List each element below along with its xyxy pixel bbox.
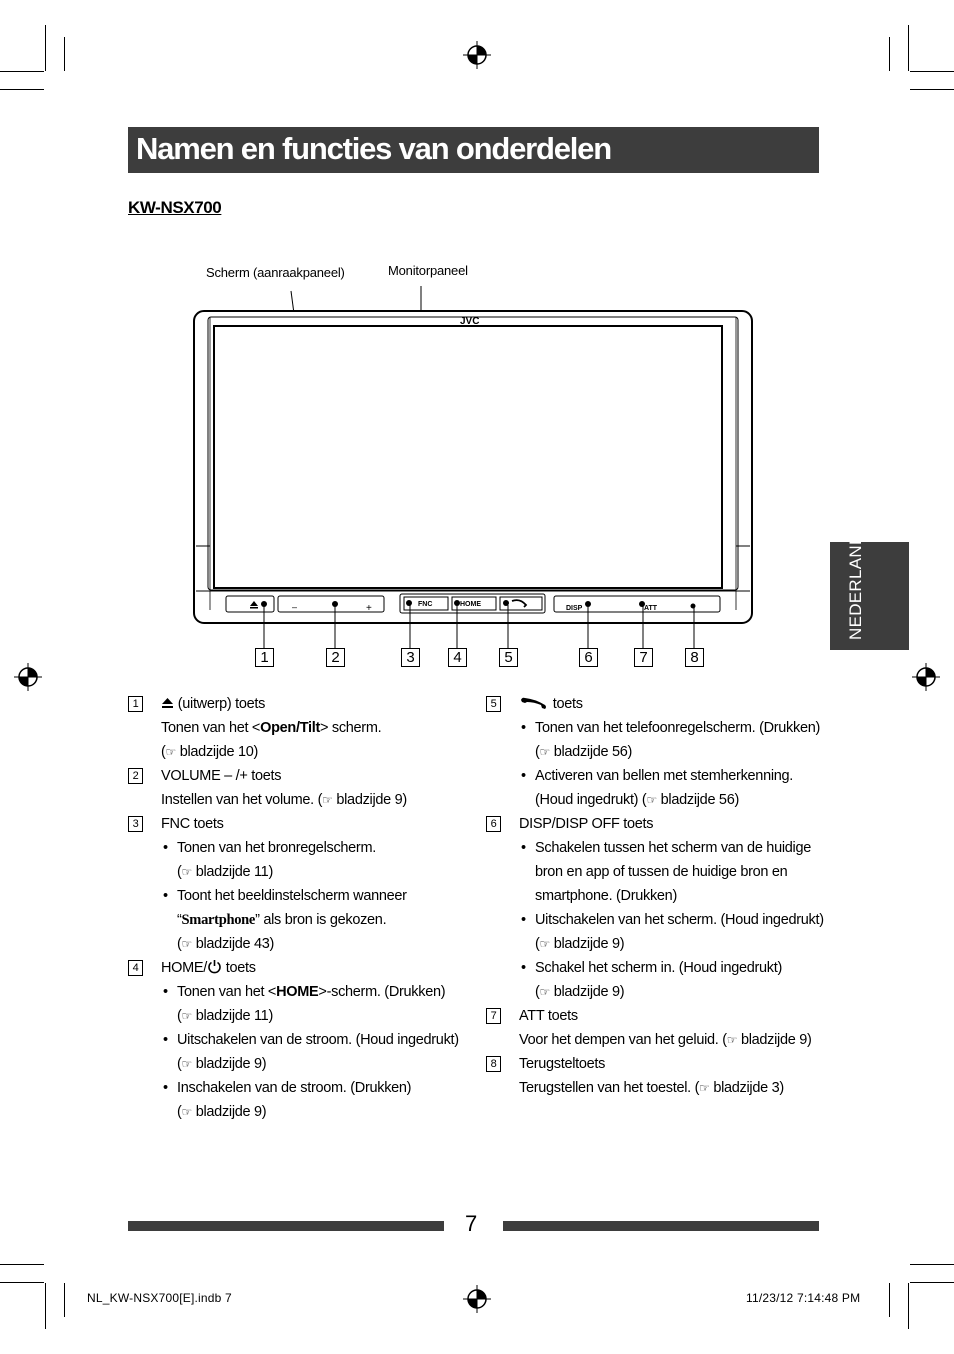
list-item xyxy=(128,1076,468,1100)
item-number: 3 xyxy=(128,816,143,832)
item-title: toets xyxy=(552,696,583,712)
crop-mark xyxy=(0,89,44,90)
item-number: 1 xyxy=(128,696,143,712)
item-text: >-scherm. (Drukken) xyxy=(318,984,446,1000)
item-text: bladzijde 9) xyxy=(553,984,625,1000)
registration-mark-icon xyxy=(14,663,42,691)
language-tab xyxy=(830,520,909,650)
callout-screen: Scherm (aanraakpaneel) xyxy=(206,265,345,280)
item-text-bold: Open/Tilt xyxy=(260,720,320,736)
list-item xyxy=(486,1076,826,1100)
brand-logo: JVC xyxy=(460,316,480,327)
item-text: Toont het beeldinstelscherm wanneer xyxy=(177,888,407,904)
item-text: Voor het dempen van het geluid. ( xyxy=(519,1032,727,1048)
callout-number: 1 xyxy=(255,648,274,667)
list-item: (☞ bladzijde 43) xyxy=(177,936,275,952)
list-item xyxy=(128,956,468,980)
item-title: VOLUME – /+ toets xyxy=(161,768,282,784)
list-item: (☞ bladzijde 10) xyxy=(161,744,259,760)
item-title: DISP/DISP OFF toets xyxy=(519,816,654,832)
item-text: bladzijde 9) xyxy=(336,792,407,808)
list-item xyxy=(128,884,468,908)
reference-icon: ☞ xyxy=(726,1033,738,1047)
crop-mark xyxy=(908,25,909,71)
eject-icon xyxy=(161,697,174,709)
list-item xyxy=(486,764,826,788)
item-title: Terugsteltoets xyxy=(519,1056,606,1072)
item-title: toets xyxy=(225,960,256,976)
item-text: Tonen van het < xyxy=(177,984,277,1000)
crop-mark xyxy=(64,37,65,71)
list-item xyxy=(128,1028,468,1052)
crop-mark xyxy=(0,1264,44,1265)
item-text: bladzijde 11) xyxy=(195,1008,273,1024)
callout-number: 5 xyxy=(499,648,518,667)
list-item xyxy=(486,716,826,740)
callout-leaders xyxy=(250,600,710,650)
list-item xyxy=(486,692,826,716)
item-title: ATT toets xyxy=(519,1008,578,1024)
list-item: (☞ bladzijde 11) xyxy=(177,1008,273,1024)
crop-mark xyxy=(910,1264,954,1265)
reference-icon: ☞ xyxy=(181,1057,192,1071)
callout-number: 8 xyxy=(685,648,704,667)
item-text: Uitschakelen van de stroom. (Houd ingedrukt) xyxy=(177,1032,459,1048)
page-title: Namen en functies van onderdelen xyxy=(136,131,611,166)
list-item xyxy=(128,692,468,716)
volume-plus-label: + xyxy=(366,603,372,614)
crop-mark xyxy=(910,71,954,72)
item-text: Instellen van het volume. ( xyxy=(161,792,323,808)
list-item: (☞ bladzijde 11) xyxy=(177,864,273,880)
slug-timestamp: 11/23/12 7:14:48 PM xyxy=(746,1291,861,1305)
reference-icon: ☞ xyxy=(181,1009,192,1023)
item-title: FNC toets xyxy=(161,816,224,832)
footer-bar-right xyxy=(503,1221,819,1231)
crop-mark xyxy=(908,1283,909,1329)
reference-icon: ☞ xyxy=(165,745,176,759)
item-text: bladzijde 56) xyxy=(553,744,633,760)
list-item: (☞ bladzijde 9) xyxy=(535,936,625,952)
item-text: Tonen van het bronregelscherm. xyxy=(177,840,376,856)
item-number: 7 xyxy=(486,1008,501,1024)
crop-mark xyxy=(0,1282,44,1283)
footer-bar-left xyxy=(128,1221,444,1231)
item-text: bladzijde 56) xyxy=(660,792,739,808)
item-number: 6 xyxy=(486,816,501,832)
crop-mark xyxy=(910,1282,954,1283)
crop-mark xyxy=(0,71,44,72)
parts-list-right xyxy=(486,692,826,1100)
item-number: 4 xyxy=(128,960,143,976)
list-item: (☞ bladzijde 9) xyxy=(177,1056,267,1072)
item-text: bladzijde 43) xyxy=(195,936,275,952)
bullet: • xyxy=(163,984,168,1000)
registration-mark-icon xyxy=(463,41,491,69)
item-text: bladzijde 11) xyxy=(195,864,273,880)
item-text: bladzijde 9) xyxy=(740,1032,812,1048)
item-text: Activeren van bellen met stemherkenning. xyxy=(535,768,794,784)
crop-mark xyxy=(910,89,954,90)
item-text-bold: Smartphone xyxy=(181,912,256,928)
volume-minus-label: – xyxy=(292,602,298,612)
list-item xyxy=(486,860,826,884)
list-item xyxy=(128,788,468,812)
bullet: • xyxy=(163,1080,168,1096)
list-item: (☞ bladzijde 9) xyxy=(535,984,625,1000)
item-text: > scherm. xyxy=(319,720,382,736)
list-item xyxy=(486,788,826,812)
crop-mark xyxy=(45,25,46,71)
page-number: 7 xyxy=(465,1211,478,1236)
item-text: smartphone. (Drukken) xyxy=(535,888,677,904)
bullet: • xyxy=(521,840,526,856)
slug-filename: NL_KW-NSX700[E].indb 7 xyxy=(87,1291,232,1305)
reference-icon: ☞ xyxy=(699,1081,710,1095)
list-item: (☞ bladzijde 56) xyxy=(535,744,633,760)
callout-number: 6 xyxy=(579,648,598,667)
item-text: “ xyxy=(177,912,182,928)
item-text: bron en app of tussen de huidige bron en xyxy=(535,864,788,880)
fnc-button-label: FNC xyxy=(418,601,433,608)
item-text: bladzijde 3) xyxy=(713,1080,784,1096)
crop-mark xyxy=(45,1283,46,1329)
item-text: Tonen van het telefoonregelscherm. (Drukken) xyxy=(535,720,821,736)
list-item xyxy=(128,908,468,932)
title-bar xyxy=(128,127,819,173)
item-text: bladzijde 9) xyxy=(195,1056,267,1072)
registration-mark-icon xyxy=(912,663,940,691)
item-text: Inschakelen van de stroom. (Drukken) xyxy=(177,1080,412,1096)
item-text: (Houd ingedrukt) ( xyxy=(535,792,647,808)
bullet: • xyxy=(163,888,168,904)
item-text: bladzijde 9) xyxy=(553,936,625,952)
callout-monitor: Monitorpaneel xyxy=(388,263,468,278)
item-number: 2 xyxy=(128,768,143,784)
registration-mark-icon xyxy=(463,1285,491,1313)
reference-icon: ☞ xyxy=(539,745,550,759)
callout-number: 7 xyxy=(634,648,653,667)
callout-number: 4 xyxy=(448,648,467,667)
phone-icon xyxy=(519,696,549,710)
list-item xyxy=(486,956,826,980)
att-button-label: ATT xyxy=(644,605,658,612)
list-item xyxy=(486,836,826,860)
reference-icon: ☞ xyxy=(181,865,192,879)
list-item xyxy=(486,1004,826,1028)
callout-number: 2 xyxy=(326,648,345,667)
reference-icon: ☞ xyxy=(181,937,192,951)
reference-icon: ☞ xyxy=(646,793,657,807)
home-button-label: HOME xyxy=(460,601,481,608)
list-item xyxy=(128,836,468,860)
bullet: • xyxy=(521,912,526,928)
bullet: • xyxy=(163,840,168,856)
disp-button-label: DISP xyxy=(566,605,583,612)
list-item xyxy=(486,884,826,908)
reference-icon: ☞ xyxy=(181,1105,192,1119)
item-number: 8 xyxy=(486,1056,501,1072)
bullet: • xyxy=(521,960,526,976)
list-item xyxy=(486,1052,826,1076)
device-diagram xyxy=(190,280,756,626)
reference-icon: ☞ xyxy=(539,985,550,999)
item-text: Schakel het scherm in. (Houd ingedrukt) xyxy=(535,960,783,976)
crop-mark xyxy=(64,1283,65,1317)
bullet: • xyxy=(521,768,526,784)
list-item xyxy=(486,812,826,836)
bullet: • xyxy=(163,1032,168,1048)
item-title: HOME/ xyxy=(161,960,208,976)
item-text: Terugstellen van het toestel. ( xyxy=(519,1080,700,1096)
list-item xyxy=(128,980,468,1004)
crop-mark xyxy=(889,37,890,71)
list-item: (☞ bladzijde 9) xyxy=(177,1104,267,1120)
bullet: • xyxy=(521,720,526,736)
list-item xyxy=(486,908,826,932)
item-text: bladzijde 9) xyxy=(195,1104,267,1120)
list-item xyxy=(128,716,468,740)
item-text: Tonen van het < xyxy=(161,720,261,736)
item-text: bladzijde 10) xyxy=(179,744,259,760)
language-tab-label: NEDERLANDS xyxy=(846,520,865,640)
item-title: (uitwerp) toets xyxy=(177,696,266,712)
item-text: Uitschakelen van het scherm. (Houd ingedrukt) xyxy=(535,912,824,928)
model-heading: KW-NSX700 xyxy=(128,198,222,217)
reference-icon: ☞ xyxy=(539,937,550,951)
callout-number: 3 xyxy=(401,648,420,667)
list-item xyxy=(486,1028,826,1052)
reference-icon: ☞ xyxy=(322,793,333,807)
item-text: Schakelen tussen het scherm van de huidige xyxy=(535,840,811,856)
power-icon xyxy=(207,959,222,974)
crop-mark xyxy=(889,1283,890,1317)
list-item xyxy=(128,812,468,836)
list-item xyxy=(128,764,468,788)
parts-list-left xyxy=(128,692,468,1124)
item-text-bold: HOME xyxy=(276,984,319,1000)
item-number: 5 xyxy=(486,696,501,712)
item-text: ” als bron is gekozen. xyxy=(255,912,387,928)
